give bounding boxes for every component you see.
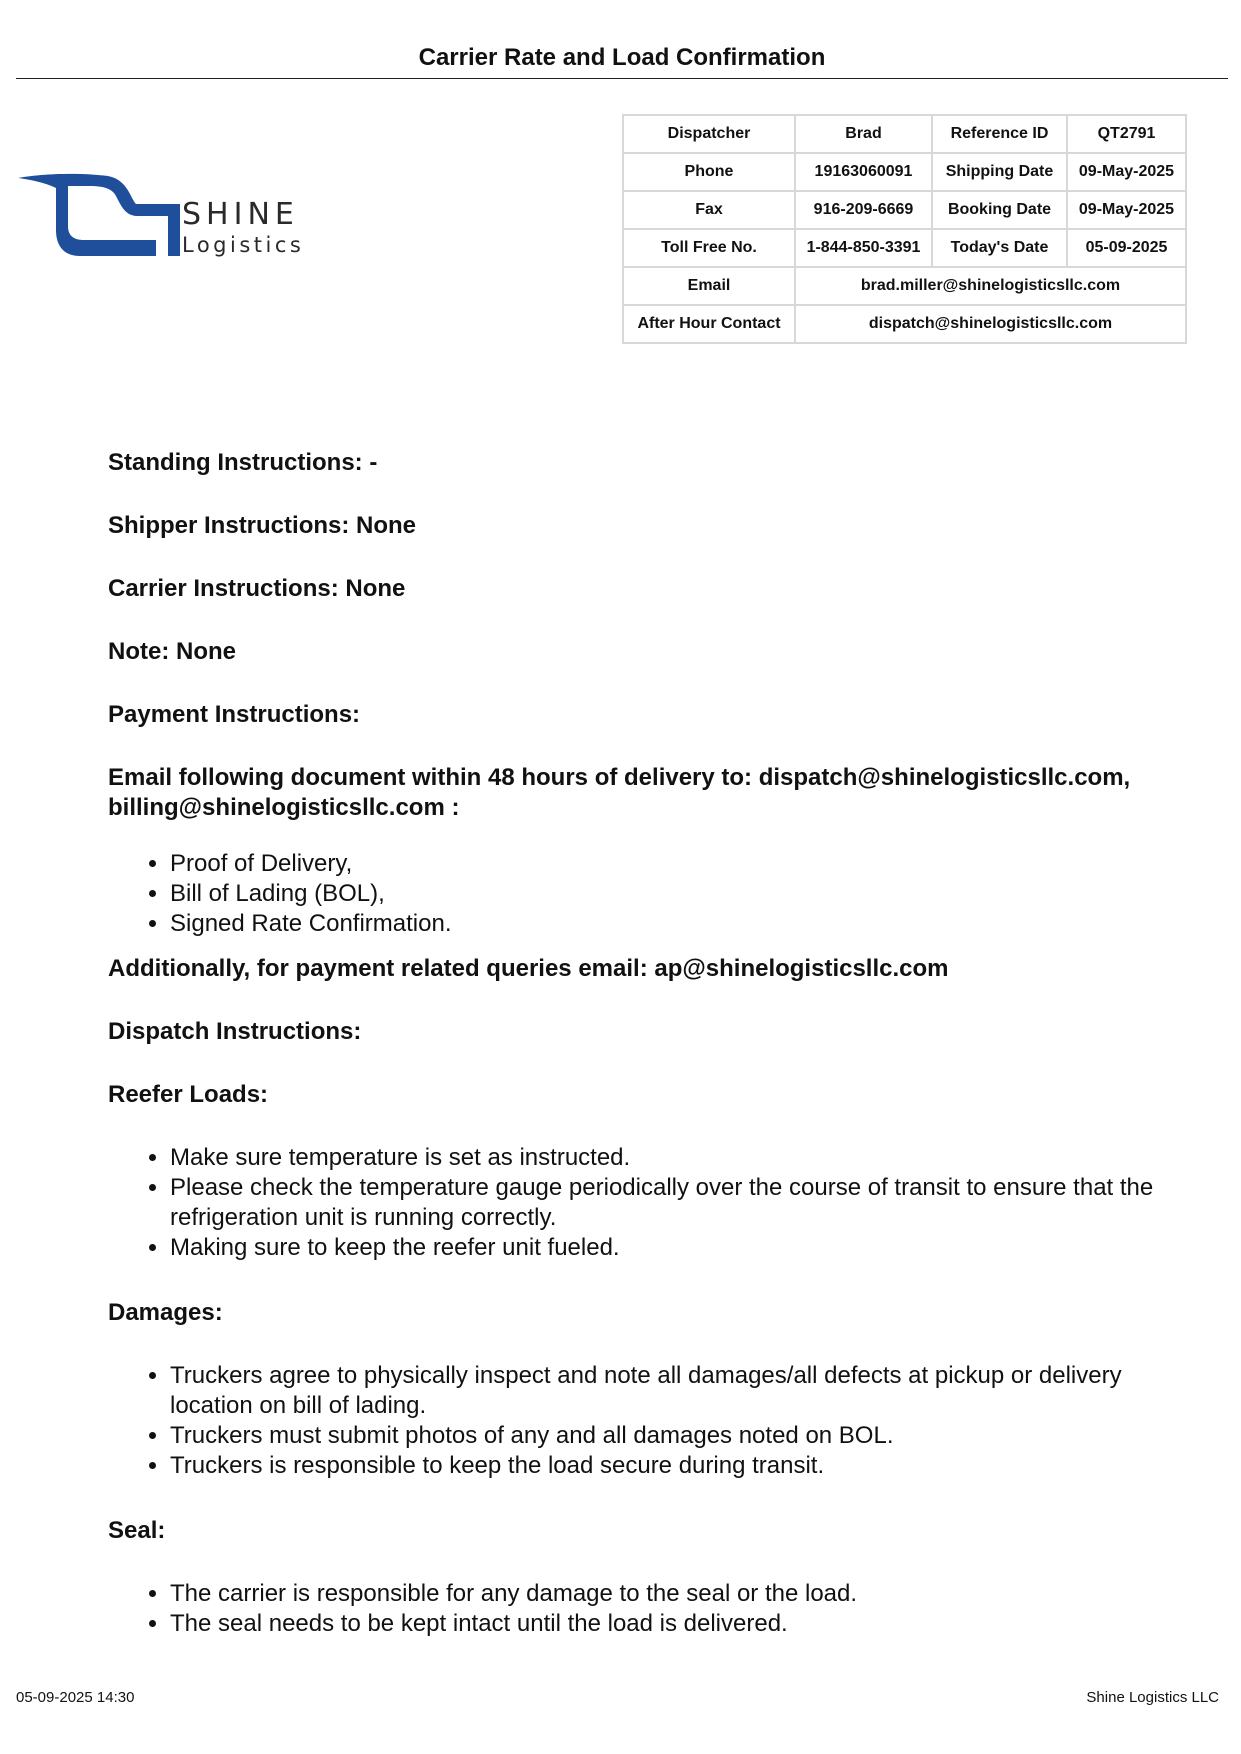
shipping-date-value: 09-May-2025 (1067, 153, 1186, 191)
shipping-date-label: Shipping Date (932, 153, 1067, 191)
svg-text:Logistics: Logistics (182, 233, 305, 257)
email-label: Email (623, 267, 795, 305)
reference-id-value: QT2791 (1067, 115, 1186, 153)
carrier-instructions: Carrier Instructions: None (108, 575, 406, 602)
required-documents-list (108, 849, 1178, 939)
todays-date-label: Today's Date (932, 229, 1067, 267)
standing-instructions: Standing Instructions: - (108, 449, 378, 476)
table-row (623, 229, 1186, 267)
table-row (623, 115, 1186, 153)
title-divider (16, 78, 1228, 79)
list-item: • Truckers is responsible to keep the load secure during transit. (170, 1451, 1178, 1481)
booking-date-label: Booking Date (932, 191, 1067, 229)
fax-value: 916-209-6669 (795, 191, 932, 229)
damages-heading: Damages: (108, 1299, 223, 1326)
list-item: • Proof of Delivery, (170, 849, 1178, 879)
toll-free-value: 1-844-850-3391 (795, 229, 932, 267)
payment-queries: Additionally, for payment related queries email: ap@shinelogisticsllc.com (108, 955, 949, 982)
list-item: • Making sure to keep the reefer unit fueled. (170, 1233, 1178, 1263)
instructions-section (108, 448, 1178, 1639)
email-documents-instruction: Email following document within 48 hours of delivery to: dispatch@shinelogisticsllc.com, billing@shinelogisticsllc.com : (108, 764, 1131, 821)
table-row (623, 267, 1186, 305)
list-item: • Make sure temperature is set as instructed. (170, 1143, 1178, 1173)
fax-label: Fax (623, 191, 795, 229)
damages-list (108, 1361, 1178, 1481)
reefer-loads-heading: Reefer Loads: (108, 1081, 269, 1108)
phone-label: Phone (623, 153, 795, 191)
shipper-instructions: Shipper Instructions: None (108, 512, 417, 539)
page-title: Carrier Rate and Load Confirmation (418, 44, 826, 71)
shine-logo-mark-icon (18, 170, 338, 270)
seal-list (108, 1579, 1178, 1639)
list-item: • Truckers must submit photos of any and all damages noted on BOL. (170, 1421, 1178, 1451)
after-hour-label: After Hour Contact (623, 305, 795, 343)
dispatcher-label: Dispatcher (623, 115, 795, 153)
payment-instructions-heading: Payment Instructions: (108, 701, 361, 728)
table-row (623, 305, 1186, 343)
seal-heading: Seal: (108, 1517, 166, 1544)
reefer-loads-list (108, 1143, 1178, 1263)
list-item: • The carrier is responsible for any damage to the seal or the load. (170, 1579, 1178, 1609)
reference-id-label: Reference ID (932, 115, 1067, 153)
svg-text:SHINE: SHINE (182, 197, 299, 232)
company-logo (18, 170, 338, 270)
table-row (623, 191, 1186, 229)
footer-company: Shine Logistics LLC (1086, 1689, 1219, 1706)
list-item: • The seal needs to be kept intact until the load is delivered. (170, 1609, 1178, 1639)
email-value[interactable]: brad.miller@shinelogisticsllc.com (795, 267, 1186, 305)
note: Note: None (108, 638, 236, 665)
footer-timestamp: 05-09-2025 14:30 (16, 1689, 135, 1706)
list-item: • Please check the temperature gauge periodically over the course of transit to ensure that the refrigeration unit is running correctly. (170, 1173, 1178, 1233)
list-item: • Truckers agree to physically inspect and note all damages/all defects at pickup or delivery location on bill of lading. (170, 1361, 1178, 1421)
toll-free-label: Toll Free No. (623, 229, 795, 267)
booking-date-value: 09-May-2025 (1067, 191, 1186, 229)
after-hour-value[interactable]: dispatch@shinelogisticsllc.com (795, 305, 1186, 343)
list-item: • Signed Rate Confirmation. (170, 909, 1178, 939)
dispatch-info-table (622, 114, 1187, 344)
table-row (623, 153, 1186, 191)
phone-value: 19163060091 (795, 153, 932, 191)
dispatch-instructions-heading: Dispatch Instructions: (108, 1018, 362, 1045)
dispatcher-value: Brad (795, 115, 932, 153)
todays-date-value: 05-09-2025 (1067, 229, 1186, 267)
list-item: • Bill of Lading (BOL), (170, 879, 1178, 909)
